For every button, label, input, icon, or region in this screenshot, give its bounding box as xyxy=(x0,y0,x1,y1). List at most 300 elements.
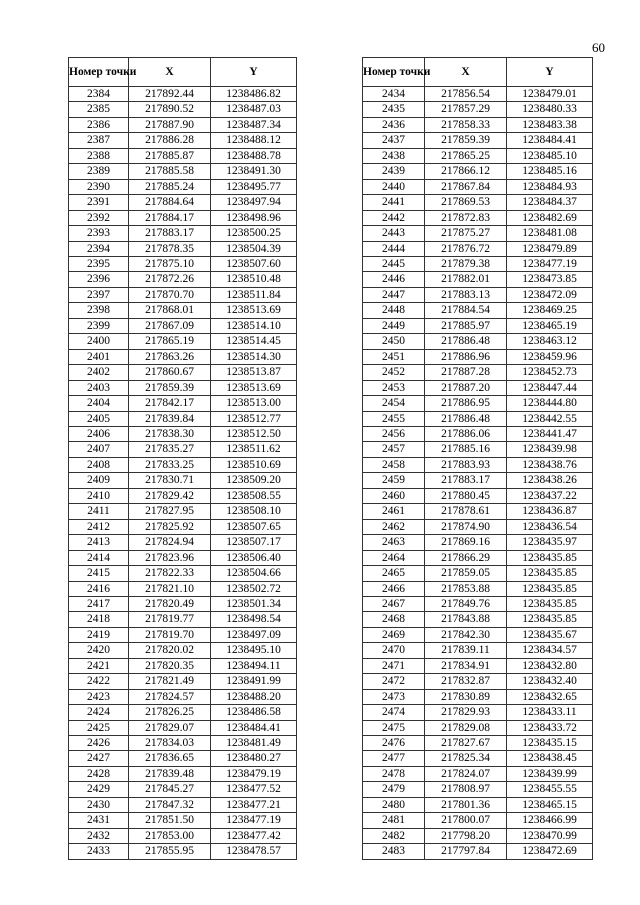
y-coordinate-cell: 1238444.80 xyxy=(507,396,593,411)
table-row xyxy=(363,380,593,395)
x-coordinate-cell: 217824.94 xyxy=(129,535,211,550)
y-coordinate-cell: 1238441.47 xyxy=(507,426,593,441)
point-number-cell: 2482 xyxy=(363,828,425,843)
x-coordinate-cell: 217824.07 xyxy=(425,766,507,781)
table-row xyxy=(69,828,297,843)
y-coordinate-cell: 1238435.85 xyxy=(507,566,593,581)
x-coordinate-cell: 217885.97 xyxy=(425,318,507,333)
point-number-cell: 2422 xyxy=(69,674,129,689)
x-coordinate-cell: 217855.95 xyxy=(129,844,211,859)
point-number-cell: 2415 xyxy=(69,566,129,581)
table-row xyxy=(69,612,297,627)
x-coordinate-cell: 217883.13 xyxy=(425,287,507,302)
x-coordinate-cell: 217834.91 xyxy=(425,658,507,673)
y-coordinate-cell: 1238447.44 xyxy=(507,380,593,395)
y-coordinate-cell: 1238484.41 xyxy=(211,720,297,735)
y-coordinate-cell: 1238472.09 xyxy=(507,287,593,302)
point-number-cell: 2429 xyxy=(69,782,129,797)
point-number-cell: 2480 xyxy=(363,797,425,812)
x-coordinate-cell: 217860.67 xyxy=(129,365,211,380)
x-coordinate-cell: 217859.39 xyxy=(425,133,507,148)
x-coordinate-cell: 217886.95 xyxy=(425,396,507,411)
x-coordinate-cell: 217859.39 xyxy=(129,380,211,395)
point-number-cell: 2455 xyxy=(363,411,425,426)
y-coordinate-cell: 1238477.42 xyxy=(211,828,297,843)
x-coordinate-cell: 217883.93 xyxy=(425,457,507,472)
point-number-cell: 2471 xyxy=(363,658,425,673)
x-coordinate-cell: 217829.08 xyxy=(425,720,507,735)
point-number-cell: 2442 xyxy=(363,210,425,225)
table-row xyxy=(69,442,297,457)
x-coordinate-cell: 217878.35 xyxy=(129,241,211,256)
table-row xyxy=(69,566,297,581)
x-coordinate-cell: 217886.28 xyxy=(129,133,211,148)
y-coordinate-cell: 1238434.57 xyxy=(507,643,593,658)
x-coordinate-cell: 217830.89 xyxy=(425,689,507,704)
x-coordinate-cell: 217892.44 xyxy=(129,87,211,102)
point-number-cell: 2452 xyxy=(363,365,425,380)
y-coordinate-cell: 1238511.84 xyxy=(211,287,297,302)
table-row xyxy=(363,365,593,380)
point-number-cell: 2407 xyxy=(69,442,129,457)
x-coordinate-cell: 217842.30 xyxy=(425,627,507,642)
y-coordinate-cell: 1238481.08 xyxy=(507,226,593,241)
y-coordinate-cell: 1238502.72 xyxy=(211,581,297,596)
y-coordinate-cell: 1238433.72 xyxy=(507,720,593,735)
y-coordinate-cell: 1238504.66 xyxy=(211,566,297,581)
table-row xyxy=(363,643,593,658)
y-coordinate-cell: 1238435.85 xyxy=(507,596,593,611)
point-number-cell: 2400 xyxy=(69,334,129,349)
point-number-cell: 2472 xyxy=(363,674,425,689)
y-coordinate-cell: 1238513.69 xyxy=(211,380,297,395)
point-number-cell: 2427 xyxy=(69,751,129,766)
x-coordinate-cell: 217866.29 xyxy=(425,550,507,565)
y-coordinate-cell: 1238514.30 xyxy=(211,349,297,364)
point-number-cell: 2467 xyxy=(363,596,425,611)
table-row xyxy=(69,797,297,812)
x-coordinate-cell: 217836.65 xyxy=(129,751,211,766)
point-number-cell: 2474 xyxy=(363,705,425,720)
x-coordinate-cell: 217863.26 xyxy=(129,349,211,364)
x-coordinate-cell: 217882.01 xyxy=(425,272,507,287)
table-row xyxy=(69,426,297,441)
table-row xyxy=(363,303,593,318)
x-coordinate-cell: 217829.93 xyxy=(425,705,507,720)
point-number-cell: 2409 xyxy=(69,473,129,488)
x-coordinate-cell: 217853.00 xyxy=(129,828,211,843)
point-number-cell: 2416 xyxy=(69,581,129,596)
x-coordinate-cell: 217820.35 xyxy=(129,658,211,673)
x-coordinate-cell: 217833.25 xyxy=(129,457,211,472)
x-coordinate-cell: 217797.84 xyxy=(425,844,507,859)
x-coordinate-cell: 217859.05 xyxy=(425,566,507,581)
table-row xyxy=(69,272,297,287)
y-coordinate-cell: 1238479.01 xyxy=(507,87,593,102)
x-coordinate-cell: 217823.96 xyxy=(129,550,211,565)
table-row xyxy=(363,689,593,704)
point-number-cell: 2436 xyxy=(363,117,425,132)
x-coordinate-cell: 217819.77 xyxy=(129,612,211,627)
y-coordinate-cell: 1238504.39 xyxy=(211,241,297,256)
y-coordinate-cell: 1238513.87 xyxy=(211,365,297,380)
point-number-cell: 2477 xyxy=(363,751,425,766)
table-row xyxy=(363,844,593,859)
y-coordinate-cell: 1238432.80 xyxy=(507,658,593,673)
point-number-cell: 2444 xyxy=(363,241,425,256)
table-header-row xyxy=(69,58,297,87)
y-coordinate-cell: 1238510.48 xyxy=(211,272,297,287)
table-row xyxy=(363,736,593,751)
table-body xyxy=(363,87,593,860)
point-number-cell: 2391 xyxy=(69,195,129,210)
point-number-cell: 2397 xyxy=(69,287,129,302)
point-number-cell: 2461 xyxy=(363,504,425,519)
table-row xyxy=(363,766,593,781)
y-coordinate-cell: 1238495.10 xyxy=(211,643,297,658)
coordinates-table-right xyxy=(362,57,593,860)
y-coordinate-cell: 1238478.57 xyxy=(211,844,297,859)
table-row xyxy=(363,782,593,797)
point-number-cell: 2403 xyxy=(69,380,129,395)
y-coordinate-cell: 1238512.77 xyxy=(211,411,297,426)
x-coordinate-cell: 217886.48 xyxy=(425,334,507,349)
y-coordinate-cell: 1238439.99 xyxy=(507,766,593,781)
table-row xyxy=(69,396,297,411)
point-number-cell: 2434 xyxy=(363,87,425,102)
table-row xyxy=(363,426,593,441)
x-coordinate-cell: 217878.61 xyxy=(425,504,507,519)
y-coordinate-cell: 1238481.49 xyxy=(211,736,297,751)
x-coordinate-cell: 217830.71 xyxy=(129,473,211,488)
y-coordinate-cell: 1238433.11 xyxy=(507,705,593,720)
table-row xyxy=(69,519,297,534)
y-coordinate-cell: 1238469.25 xyxy=(507,303,593,318)
x-coordinate-cell: 217819.70 xyxy=(129,627,211,642)
y-coordinate-cell: 1238482.69 xyxy=(507,210,593,225)
point-number-cell: 2395 xyxy=(69,256,129,271)
x-coordinate-cell: 217838.30 xyxy=(129,426,211,441)
table-row xyxy=(69,751,297,766)
x-coordinate-cell: 217887.90 xyxy=(129,117,211,132)
table-row xyxy=(69,627,297,642)
x-coordinate-cell: 217849.76 xyxy=(425,596,507,611)
table-row xyxy=(363,133,593,148)
y-coordinate-cell: 1238483.38 xyxy=(507,117,593,132)
table-row xyxy=(69,488,297,503)
point-number-cell: 2465 xyxy=(363,566,425,581)
y-coordinate-cell: 1238484.93 xyxy=(507,179,593,194)
x-coordinate-cell: 217885.87 xyxy=(129,148,211,163)
y-coordinate-cell: 1238435.15 xyxy=(507,736,593,751)
y-coordinate-cell: 1238485.10 xyxy=(507,148,593,163)
y-coordinate-cell: 1238501.34 xyxy=(211,596,297,611)
point-number-cell: 2386 xyxy=(69,117,129,132)
table-row xyxy=(363,535,593,550)
point-number-cell: 2402 xyxy=(69,365,129,380)
table-row xyxy=(69,148,297,163)
point-number-cell: 2450 xyxy=(363,334,425,349)
point-number-cell: 2458 xyxy=(363,457,425,472)
table-row xyxy=(363,411,593,426)
point-number-cell: 2388 xyxy=(69,148,129,163)
y-coordinate-cell: 1238435.67 xyxy=(507,627,593,642)
y-coordinate-cell: 1238508.55 xyxy=(211,488,297,503)
x-coordinate-cell: 217886.06 xyxy=(425,426,507,441)
table-row xyxy=(69,365,297,380)
table-row xyxy=(363,272,593,287)
x-coordinate-cell: 217808.97 xyxy=(425,782,507,797)
table-row xyxy=(69,87,297,102)
y-coordinate-cell: 1238507.65 xyxy=(211,519,297,534)
y-coordinate-cell: 1238432.40 xyxy=(507,674,593,689)
point-number-cell: 2441 xyxy=(363,195,425,210)
point-number-cell: 2428 xyxy=(69,766,129,781)
point-number-cell: 2435 xyxy=(363,102,425,117)
y-coordinate-cell: 1238487.03 xyxy=(211,102,297,117)
y-coordinate-cell: 1238472.69 xyxy=(507,844,593,859)
y-coordinate-cell: 1238435.85 xyxy=(507,612,593,627)
y-coordinate-cell: 1238480.27 xyxy=(211,751,297,766)
table-row xyxy=(363,396,593,411)
point-number-cell: 2423 xyxy=(69,689,129,704)
point-number-cell: 2447 xyxy=(363,287,425,302)
point-number-cell: 2440 xyxy=(363,179,425,194)
y-coordinate-cell: 1238506.40 xyxy=(211,550,297,565)
table-row xyxy=(69,102,297,117)
y-coordinate-cell: 1238486.82 xyxy=(211,87,297,102)
x-coordinate-cell: 217851.50 xyxy=(129,813,211,828)
y-coordinate-cell: 1238470.99 xyxy=(507,828,593,843)
x-coordinate-cell: 217867.84 xyxy=(425,179,507,194)
y-coordinate-cell: 1238452.73 xyxy=(507,365,593,380)
x-coordinate-cell: 217827.67 xyxy=(425,736,507,751)
y-coordinate-cell: 1238508.10 xyxy=(211,504,297,519)
x-coordinate-cell: 217834.03 xyxy=(129,736,211,751)
table-row xyxy=(69,504,297,519)
point-number-cell: 2449 xyxy=(363,318,425,333)
point-number-cell: 2425 xyxy=(69,720,129,735)
point-number-cell: 2433 xyxy=(69,844,129,859)
table-row xyxy=(69,133,297,148)
table-row xyxy=(69,782,297,797)
table-row xyxy=(363,705,593,720)
header-y: Y xyxy=(211,58,297,87)
x-coordinate-cell: 217868.01 xyxy=(129,303,211,318)
table-row xyxy=(69,643,297,658)
point-number-cell: 2390 xyxy=(69,179,129,194)
y-coordinate-cell: 1238494.11 xyxy=(211,658,297,673)
table-row xyxy=(363,674,593,689)
table-row xyxy=(363,117,593,132)
table-row xyxy=(69,226,297,241)
y-coordinate-cell: 1238498.96 xyxy=(211,210,297,225)
y-coordinate-cell: 1238473.85 xyxy=(507,272,593,287)
table-row xyxy=(363,241,593,256)
table-row xyxy=(363,828,593,843)
point-number-cell: 2393 xyxy=(69,226,129,241)
point-number-cell: 2451 xyxy=(363,349,425,364)
x-coordinate-cell: 217821.10 xyxy=(129,581,211,596)
x-coordinate-cell: 217883.17 xyxy=(425,473,507,488)
header-point-number: Номер точки xyxy=(363,58,425,87)
x-coordinate-cell: 217825.34 xyxy=(425,751,507,766)
table-row xyxy=(363,87,593,102)
table-row xyxy=(69,411,297,426)
point-number-cell: 2401 xyxy=(69,349,129,364)
point-number-cell: 2478 xyxy=(363,766,425,781)
table-row xyxy=(363,256,593,271)
point-number-cell: 2411 xyxy=(69,504,129,519)
table-row xyxy=(69,179,297,194)
point-number-cell: 2462 xyxy=(363,519,425,534)
table-row xyxy=(363,349,593,364)
point-number-cell: 2468 xyxy=(363,612,425,627)
y-coordinate-cell: 1238477.21 xyxy=(211,797,297,812)
header-x: X xyxy=(129,58,211,87)
point-number-cell: 2454 xyxy=(363,396,425,411)
x-coordinate-cell: 217884.64 xyxy=(129,195,211,210)
table-row xyxy=(69,674,297,689)
point-number-cell: 2392 xyxy=(69,210,129,225)
x-coordinate-cell: 217825.92 xyxy=(129,519,211,534)
table-row xyxy=(69,581,297,596)
point-number-cell: 2476 xyxy=(363,736,425,751)
point-number-cell: 2385 xyxy=(69,102,129,117)
y-coordinate-cell: 1238466.99 xyxy=(507,813,593,828)
table-row xyxy=(69,550,297,565)
point-number-cell: 2466 xyxy=(363,581,425,596)
y-coordinate-cell: 1238511.62 xyxy=(211,442,297,457)
point-number-cell: 2424 xyxy=(69,705,129,720)
point-number-cell: 2475 xyxy=(363,720,425,735)
x-coordinate-cell: 217842.17 xyxy=(129,396,211,411)
header-x: X xyxy=(425,58,507,87)
y-coordinate-cell: 1238435.85 xyxy=(507,550,593,565)
y-coordinate-cell: 1238509.20 xyxy=(211,473,297,488)
y-coordinate-cell: 1238455.55 xyxy=(507,782,593,797)
x-coordinate-cell: 217872.26 xyxy=(129,272,211,287)
table-row xyxy=(69,287,297,302)
x-coordinate-cell: 217869.16 xyxy=(425,535,507,550)
point-number-cell: 2389 xyxy=(69,164,129,179)
x-coordinate-cell: 217824.57 xyxy=(129,689,211,704)
point-number-cell: 2413 xyxy=(69,535,129,550)
table-row xyxy=(363,473,593,488)
x-coordinate-cell: 217839.48 xyxy=(129,766,211,781)
x-coordinate-cell: 217800.07 xyxy=(425,813,507,828)
point-number-cell: 2481 xyxy=(363,813,425,828)
table-row xyxy=(363,627,593,642)
point-number-cell: 2432 xyxy=(69,828,129,843)
y-coordinate-cell: 1238491.30 xyxy=(211,164,297,179)
coordinates-table-left xyxy=(68,57,297,860)
y-coordinate-cell: 1238484.37 xyxy=(507,195,593,210)
table-row xyxy=(69,318,297,333)
point-number-cell: 2398 xyxy=(69,303,129,318)
x-coordinate-cell: 217870.70 xyxy=(129,287,211,302)
y-coordinate-cell: 1238498.54 xyxy=(211,612,297,627)
y-coordinate-cell: 1238495.77 xyxy=(211,179,297,194)
x-coordinate-cell: 217822.33 xyxy=(129,566,211,581)
table-row xyxy=(69,689,297,704)
table-row xyxy=(69,766,297,781)
x-coordinate-cell: 217829.42 xyxy=(129,488,211,503)
x-coordinate-cell: 217886.96 xyxy=(425,349,507,364)
x-coordinate-cell: 217872.83 xyxy=(425,210,507,225)
x-coordinate-cell: 217798.20 xyxy=(425,828,507,843)
y-coordinate-cell: 1238439.98 xyxy=(507,442,593,457)
x-coordinate-cell: 217886.48 xyxy=(425,411,507,426)
x-coordinate-cell: 217843.88 xyxy=(425,612,507,627)
table-row xyxy=(363,504,593,519)
table-row xyxy=(363,102,593,117)
y-coordinate-cell: 1238465.19 xyxy=(507,318,593,333)
point-number-cell: 2426 xyxy=(69,736,129,751)
x-coordinate-cell: 217839.11 xyxy=(425,643,507,658)
x-coordinate-cell: 217887.28 xyxy=(425,365,507,380)
x-coordinate-cell: 217827.95 xyxy=(129,504,211,519)
table-row xyxy=(363,334,593,349)
table-row xyxy=(363,797,593,812)
point-number-cell: 2405 xyxy=(69,411,129,426)
point-number-cell: 2408 xyxy=(69,457,129,472)
point-number-cell: 2456 xyxy=(363,426,425,441)
x-coordinate-cell: 217865.25 xyxy=(425,148,507,163)
y-coordinate-cell: 1238438.26 xyxy=(507,473,593,488)
point-number-cell: 2430 xyxy=(69,797,129,812)
table-row xyxy=(363,581,593,596)
y-coordinate-cell: 1238459.96 xyxy=(507,349,593,364)
point-number-cell: 2399 xyxy=(69,318,129,333)
table-row xyxy=(69,349,297,364)
x-coordinate-cell: 217880.45 xyxy=(425,488,507,503)
point-number-cell: 2396 xyxy=(69,272,129,287)
x-coordinate-cell: 217853.88 xyxy=(425,581,507,596)
y-coordinate-cell: 1238463.12 xyxy=(507,334,593,349)
x-coordinate-cell: 217867.09 xyxy=(129,318,211,333)
point-number-cell: 2438 xyxy=(363,148,425,163)
y-coordinate-cell: 1238512.50 xyxy=(211,426,297,441)
point-number-cell: 2473 xyxy=(363,689,425,704)
x-coordinate-cell: 217820.49 xyxy=(129,596,211,611)
table-row xyxy=(69,535,297,550)
table-row xyxy=(363,164,593,179)
x-coordinate-cell: 217820.02 xyxy=(129,643,211,658)
y-coordinate-cell: 1238485.16 xyxy=(507,164,593,179)
y-coordinate-cell: 1238477.52 xyxy=(211,782,297,797)
table-row xyxy=(363,226,593,241)
x-coordinate-cell: 217857.29 xyxy=(425,102,507,117)
table-row xyxy=(69,705,297,720)
x-coordinate-cell: 217885.58 xyxy=(129,164,211,179)
y-coordinate-cell: 1238514.45 xyxy=(211,334,297,349)
point-number-cell: 2431 xyxy=(69,813,129,828)
x-coordinate-cell: 217801.36 xyxy=(425,797,507,812)
x-coordinate-cell: 217869.53 xyxy=(425,195,507,210)
y-coordinate-cell: 1238514.10 xyxy=(211,318,297,333)
table-row xyxy=(69,241,297,256)
y-coordinate-cell: 1238477.19 xyxy=(507,256,593,271)
table-row xyxy=(363,179,593,194)
point-number-cell: 2463 xyxy=(363,535,425,550)
x-coordinate-cell: 217884.54 xyxy=(425,303,507,318)
point-number-cell: 2453 xyxy=(363,380,425,395)
point-number-cell: 2384 xyxy=(69,87,129,102)
y-coordinate-cell: 1238513.00 xyxy=(211,396,297,411)
table-row xyxy=(69,117,297,132)
table-body xyxy=(69,87,297,860)
